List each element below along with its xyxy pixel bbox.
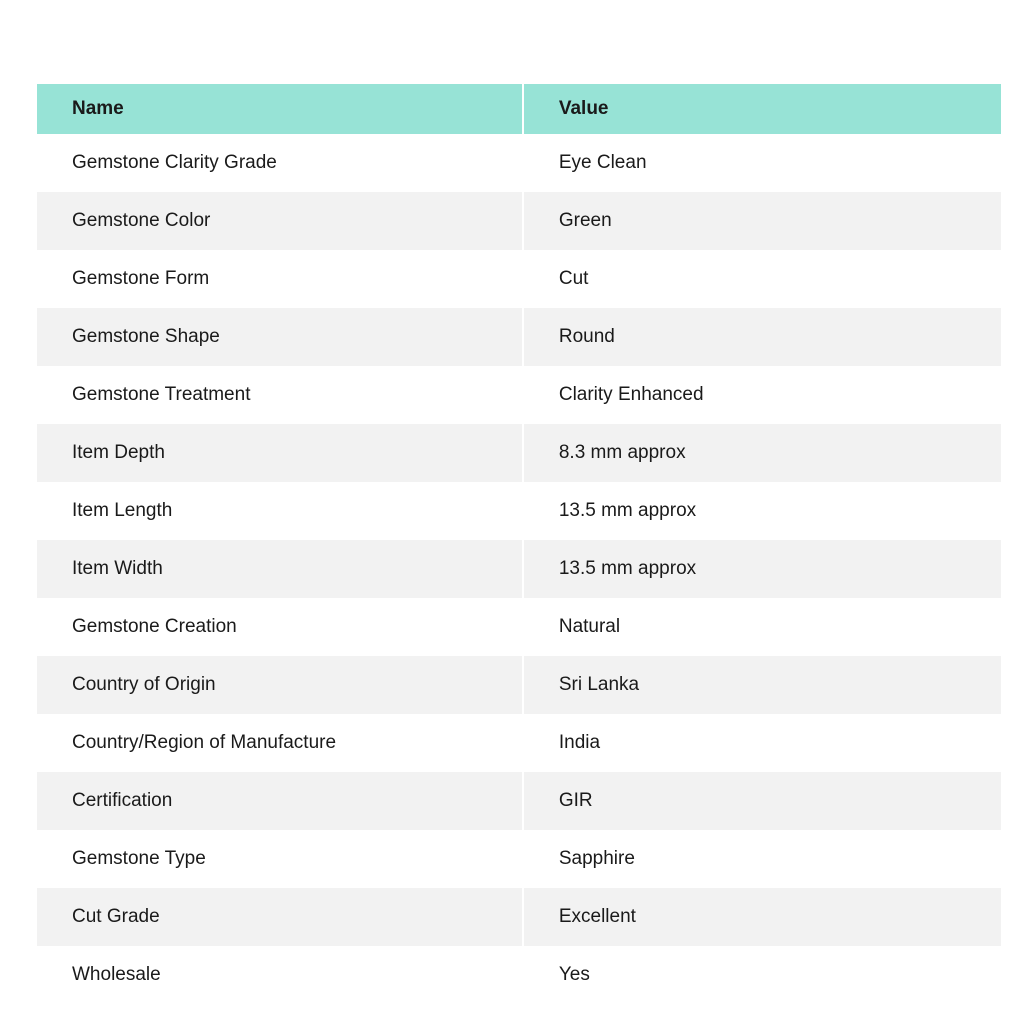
table-row [37,366,1001,424]
table-row [37,308,1001,366]
row-name-cell: Item Length [72,500,173,521]
table-row [37,656,1001,714]
table-header-row [37,84,1001,134]
row-value-cell: Clarity Enhanced [523,366,1001,424]
row-value-cell: Excellent [523,888,1001,946]
row-value-cell: GIR [523,772,1001,830]
row-name-cell: Gemstone Treatment [72,384,251,405]
row-name-cell: Item Depth [72,442,165,463]
table-row [37,830,1001,888]
row-value-cell: Sapphire [523,830,1001,888]
row-value-cell: Green [523,192,1001,250]
row-name-cell: Wholesale [72,964,161,985]
row-value-cell: 13.5 mm approx [523,540,1001,598]
table-row [37,482,1001,540]
row-name-cell: Item Width [72,558,163,579]
table-row [37,888,1001,946]
table-row [37,946,1001,1004]
row-name-cell: Country of Origin [72,674,216,695]
table-row [37,540,1001,598]
row-value-cell: Natural [523,598,1001,656]
row-value-cell: Cut [523,250,1001,308]
row-name-cell: Country/Region of Manufacture [72,732,337,753]
row-value-cell: Eye Clean [523,134,1001,192]
table-row [37,714,1001,772]
column-header-name: Name [72,98,124,119]
table-row [37,772,1001,830]
table-row [37,424,1001,482]
row-value-cell: 8.3 mm approx [523,424,1001,482]
row-name-cell: Cut Grade [72,906,160,927]
row-name-cell: Gemstone Clarity Grade [72,152,277,173]
row-name-cell: Gemstone Type [72,848,206,869]
row-name-cell: Gemstone Color [72,210,211,231]
product-spec-table [37,84,1001,1004]
row-value-cell: India [523,714,1001,772]
table-row [37,598,1001,656]
table-row [37,250,1001,308]
row-value-cell: Yes [523,946,1001,1004]
row-name-cell: Gemstone Shape [72,326,220,347]
spec-table-container [37,84,1001,1004]
table-row [37,192,1001,250]
row-value-cell: Round [523,308,1001,366]
row-name-cell: Gemstone Creation [72,616,237,637]
row-name-cell: Certification [72,790,173,811]
row-value-cell: Sri Lanka [523,656,1001,714]
row-value-cell: 13.5 mm approx [523,482,1001,540]
table-row [37,134,1001,192]
column-header-value: Value [523,84,1001,134]
row-name-cell: Gemstone Form [72,268,210,289]
